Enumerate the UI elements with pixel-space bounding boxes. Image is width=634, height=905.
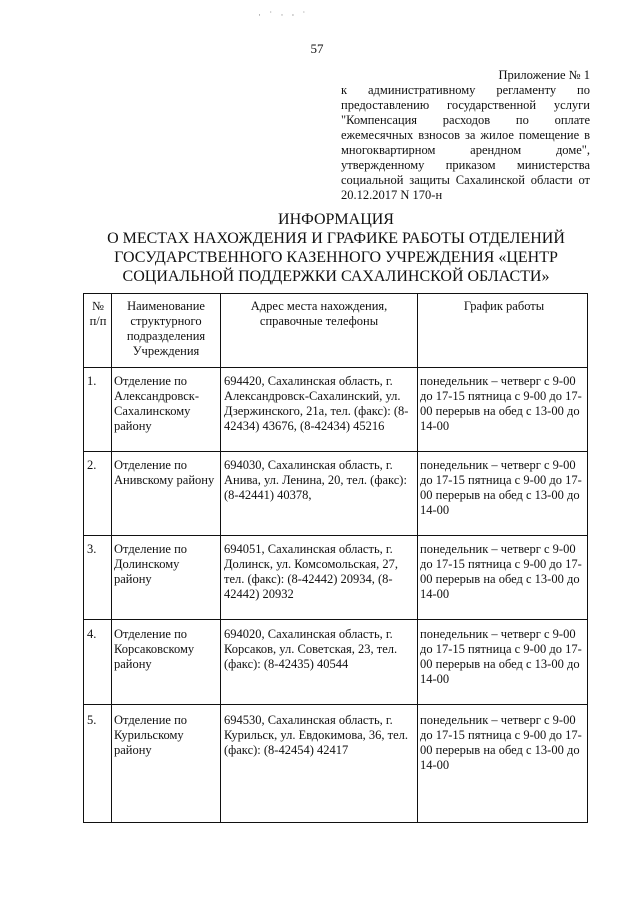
appendix-note [341,68,590,203]
page-number: 57 [310,41,324,56]
row-num: 3. [87,542,97,556]
header-address: Адрес места нахождения, справочные телефоны [250,299,388,328]
row-divider [84,367,587,368]
row-schedule: понедельник – четверг с 9-00 до 17-15 пятница с 9-00 до 17-00 перерыв на обед с 13-00 до 14-00 [420,713,582,772]
heading-line: СОЦИАЛЬНОЙ ПОДДЕРЖКИ САХАЛИНСКОЙ ОБЛАСТИ» [122,268,550,285]
row-schedule: понедельник – четверг с 9-00 до 17-15 пятница с 9-00 до 17-00 перерыв на обед с 13-00 до 14-00 [420,458,582,517]
row-schedule: понедельник – четверг с 9-00 до 17-15 пятница с 9-00 до 17-00 перерыв на обед с 13-00 до 14-00 [420,542,582,601]
row-name: Отделение по Анивскому району [114,458,215,487]
heading-line: ГОСУДАРСТВЕННОГО КАЗЕННОГО УЧРЕЖДЕНИЯ «ЦЕНТР [114,249,558,266]
row-divider [84,535,587,536]
header-name: Наименование структурного подразделения Учреждения [126,299,206,358]
row-address: 694530, Сахалинская область, г. Курильск, ул. Евдокимова, 36, тел. (факс): (8-42454) 42417 [224,713,409,757]
row-name: Отделение по Александровск-Сахалинскому району [114,374,199,433]
row-address: 694051, Сахалинская область, г. Долинск, ул. Комсомольская, 27, тел. (факс): (8-42442) 20934, (8-42442) 20932 [224,542,399,601]
row-divider [84,619,587,620]
header-schedule: График работы [463,299,545,313]
heading-line: ИНФОРМАЦИЯ [278,211,394,228]
row-divider [84,704,587,705]
row-name: Отделение по Курильскому району [114,713,188,757]
column-divider [417,294,418,822]
appendix-title: Приложение № 1 [498,68,590,82]
column-divider [111,294,112,822]
row-schedule: понедельник – четверг с 9-00 до 17-15 пятница с 9-00 до 17-00 перерыв на обед с 13-00 до 14-00 [420,374,582,433]
row-num: 2. [87,458,97,472]
row-address: 694420, Сахалинская область, г. Александровск-Сахалинский, ул. Дзержинского, 21а, тел. (факс): (8-42434) 43676, (8-42434) 45216 [224,374,409,433]
row-name: Отделение по Долинскому району [114,542,188,586]
appendix-body: к административному регламенту по предоставлению государственной услуги "Компенсация расходов по оплате ежемесячных взносов за жилое помещение в многоквартирном арендном доме", утвержденному приказом министерства социальной защиты Сахалинской области от 20.12.2017 N 170-н [341,83,590,202]
column-divider [220,294,221,822]
offices-table [83,293,588,823]
header-num: № п/п [89,299,107,328]
document-heading [60,210,612,286]
row-schedule: понедельник – четверг с 9-00 до 17-15 пятница с 9-00 до 17-00 перерыв на обед с 13-00 до 14-00 [420,627,582,686]
row-num: 4. [87,627,97,641]
heading-line: О МЕСТАХ НАХОЖДЕНИЯ И ГРАФИКЕ РАБОТЫ ОТДЕЛЕНИЙ [107,230,565,247]
scan-noise: · ˙ · ⸱ ˙ [258,10,309,20]
row-name: Отделение по Корсаковскому району [114,627,195,671]
row-num: 1. [87,374,97,388]
row-divider [84,451,587,452]
row-num: 5. [87,713,97,727]
row-address: 694020, Сахалинская область, г. Корсаков, ул. Советская, 23, тел. (факс): (8-42435) 40544 [224,627,398,671]
row-address: 694030, Сахалинская область, г. Анива, ул. Ленина, 20, тел. (факс): (8-42441) 40378, [224,458,407,502]
